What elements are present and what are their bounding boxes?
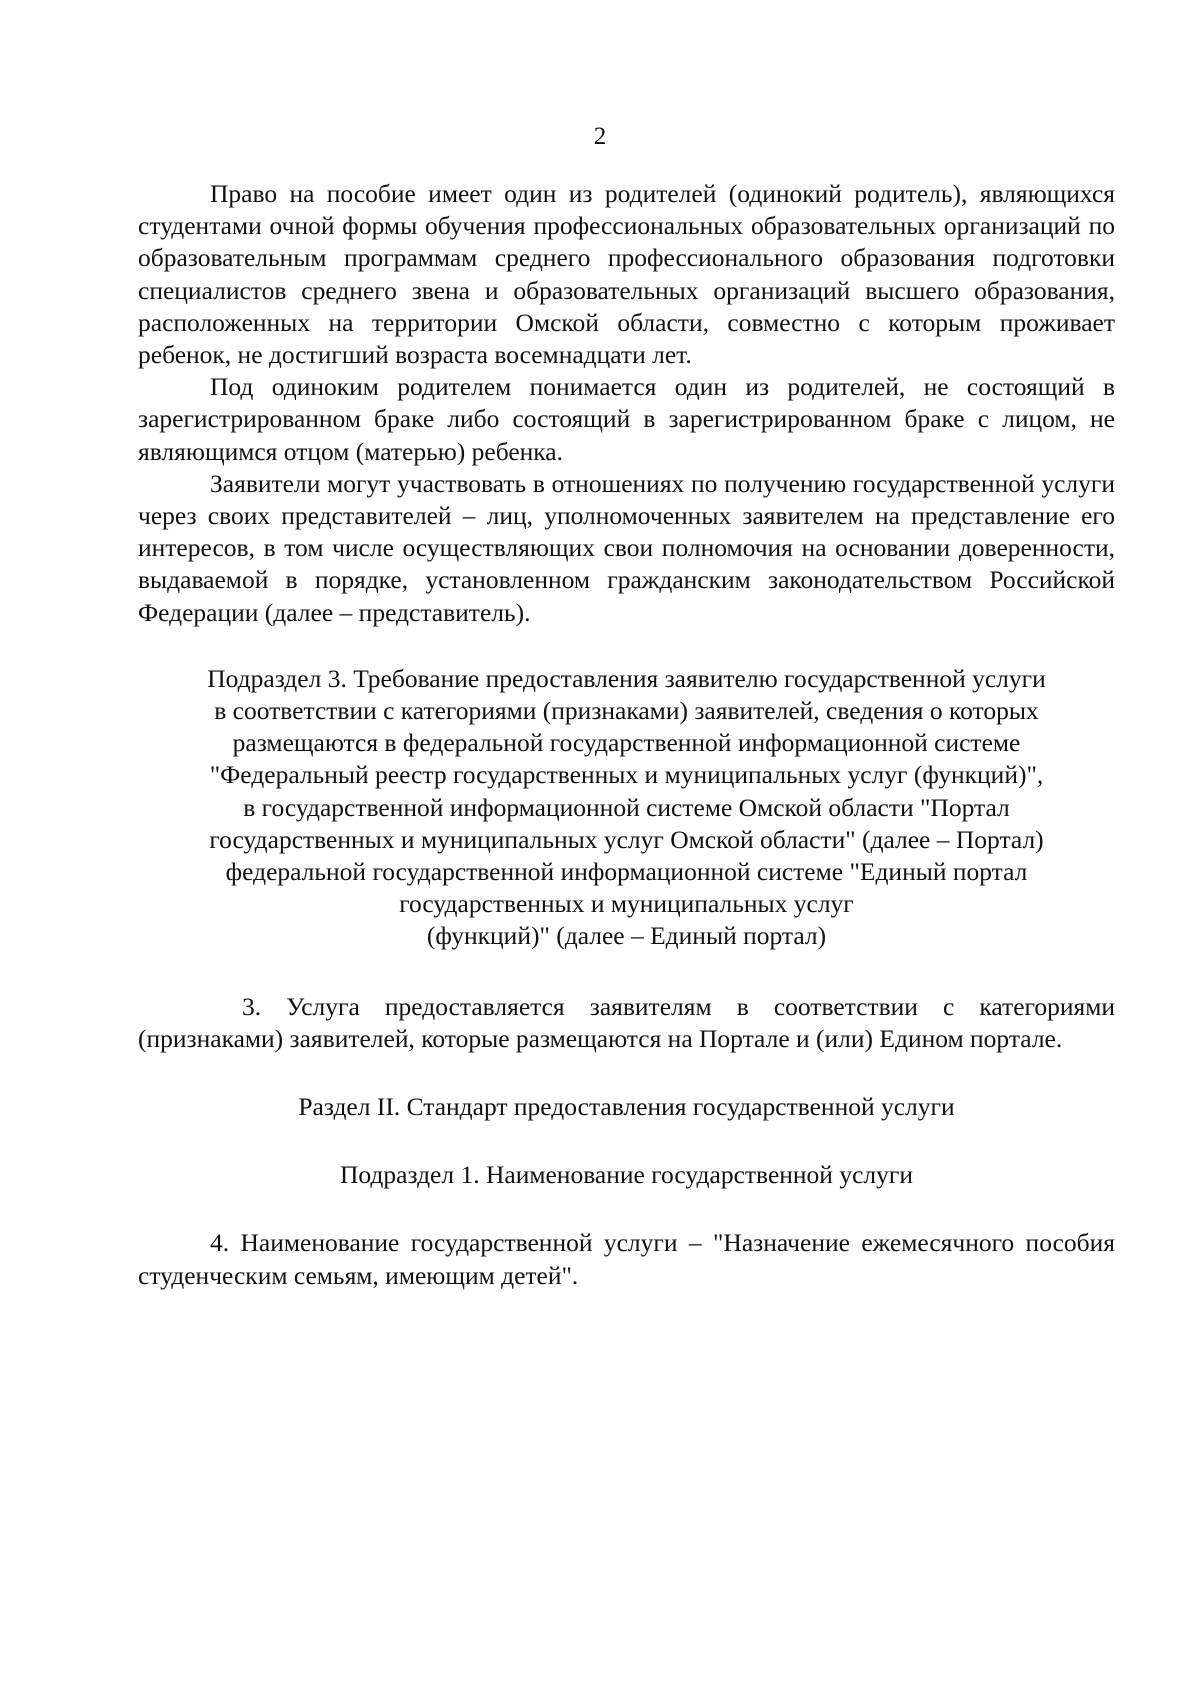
heading-line: в государственной информационной системе Омской области "Портал bbox=[243, 792, 1010, 822]
heading-line: государственных и муниципальных услуг Омской области" (далее – Портал) bbox=[209, 824, 1044, 854]
paragraph-item-4: 4. Наименование государственной услуги – "Назначение ежемесячного пособия студенческим семьям, имеющим детей". bbox=[138, 1228, 1115, 1290]
document-body bbox=[138, 178, 1115, 1292]
subsection-1-heading: Подраздел 1. Наименование государственной услуги bbox=[340, 1160, 913, 1190]
paragraph-representatives: Заявители могут участвовать в отношениях по получению государственной услуги через своих представителей – лиц, уполномоченных заявителем на представление его интересов, в том числе осуществляющих свои полномочия на основании доверенности, выдаваемой в порядке, установленном гражданским законодательством Российской Федерации (далее – представитель). bbox=[138, 468, 1115, 627]
subsection-3-heading bbox=[138, 663, 1115, 953]
paragraph-item-3: 3. Услуга предоставляется заявителям в соответствии с категориями (признаками) заявителей, которые размещаются на Портале и (или) Едином портале. bbox=[138, 991, 1115, 1053]
heading-line: в соответствии с категориями (признаками) заявителей, сведения о которых bbox=[214, 696, 1039, 726]
heading-line: государственных и муниципальных услуг bbox=[399, 889, 854, 919]
heading-line: размещаются в федеральной государственной информационной системе bbox=[232, 728, 1021, 758]
heading-line: (функций)" (далее – Единый портал) bbox=[426, 921, 827, 951]
heading-line: федеральной государственной информационной системе "Единый портал bbox=[225, 857, 1028, 887]
heading-line: Подраздел 3. Требование предоставления заявителю государственной услуги bbox=[207, 663, 1046, 693]
section-2-heading: Раздел II. Стандарт предоставления государственной услуги bbox=[298, 1092, 955, 1122]
paragraph-single-parent-definition: Под одиноким родителем понимается один из родителей, не состоящий в зарегистрированном браке либо состоящий в зарегистрированном браке с лицом, не являющимся отцом (матерью) ребенка. bbox=[138, 372, 1115, 466]
heading-line: "Федеральный реестр государственных и муниципальных услуг (функций)", bbox=[209, 760, 1044, 790]
paragraph-right-to-benefit: Право на пособие имеет один из родителей (одинокий родитель), являющихся студентами очной формы обучения профессиональных образовательных организаций по образовательным программам среднего профессионального образования подготовки специалистов среднего звена и образовательных организаций высшего образования, расположенных на территории Омской области, совместно с которым проживает ребенок, не достигший возраста восемнадцати лет. bbox=[138, 179, 1115, 370]
page-number: 2 bbox=[593, 123, 607, 150]
